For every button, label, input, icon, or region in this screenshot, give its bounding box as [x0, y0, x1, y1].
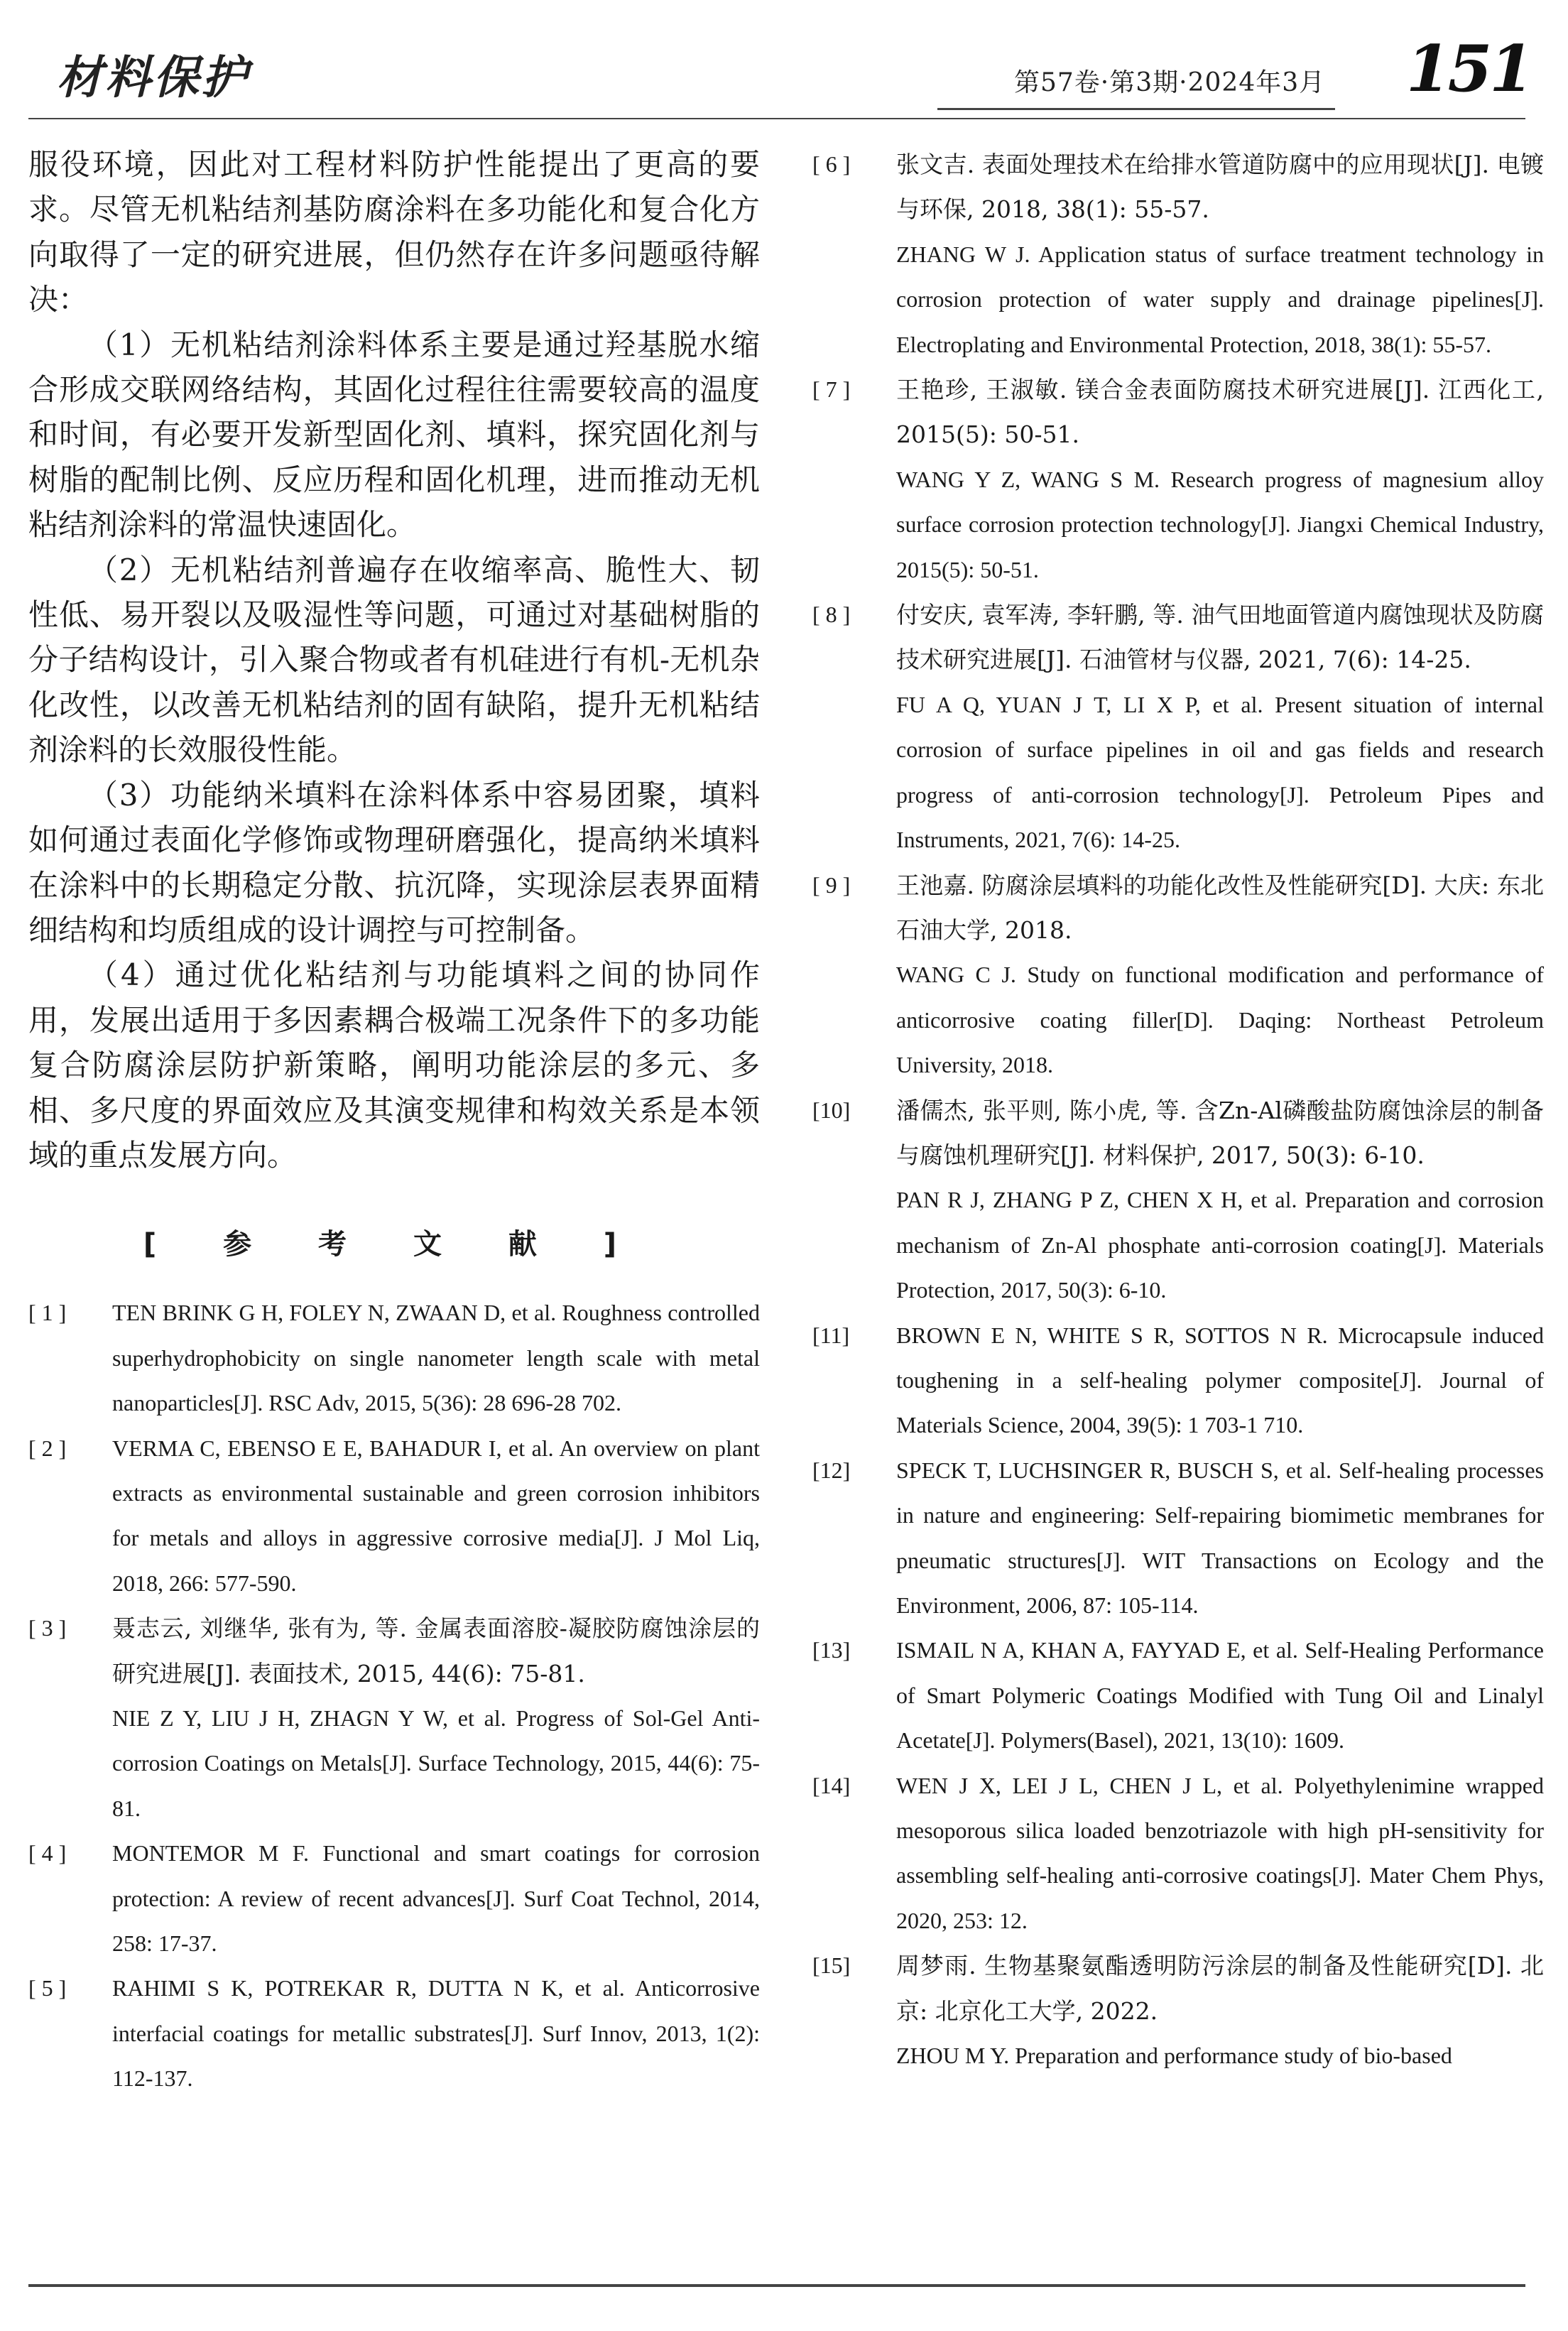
reference-number: [ 7 ] [812, 376, 851, 403]
reference-english: ZHOU M Y. Preparation and performance study of bio-based [896, 2043, 1452, 2069]
reference-number: [ 6 ] [812, 151, 851, 177]
reference-text [896, 1943, 1544, 2078]
reference-number: [10] [812, 1097, 851, 1123]
reference-text [896, 1313, 1544, 1448]
reference-text [112, 1291, 760, 1425]
reference-chinese: 周梦雨. 生物基聚氨酯透明防污涂层的制备及性能研究[D]. 北京: 北京化工大学, 2022. [896, 1952, 1544, 2025]
reference-english: TEN BRINK G H, FOLEY N, ZWAAN D, et al. Roughness controlled superhydrophobicity on single nanometer length scale with metal nanoparticles[J]. RSC Adv, 2015, 5(36): 28 696-28 702. [112, 1300, 760, 1416]
reference-english: RAHIMI S K, POTREKAR R, DUTTA N K, et al. Anticorrosive interfacial coatings for metallic substrates[J]. Surf Innov, 2013, 1(2): 112-137. [112, 1975, 760, 2092]
reference-item [812, 592, 1544, 862]
footer-rule [28, 2284, 1525, 2287]
journal-logo: 材料保护 [57, 51, 250, 104]
page-number: 151 [1406, 31, 1531, 107]
reference-chinese: 付安庆, 袁军涛, 李轩鹏, 等. 油气田地面管道内腐蚀现状及防腐技术研究进展[J]. 石油管材与仪器, 2021, 7(6): 14-25. [896, 601, 1544, 674]
reference-text [896, 142, 1544, 367]
reference-item [812, 1448, 1544, 1629]
reference-item [812, 1628, 1544, 1763]
reference-english: NIE Z Y, LIU J H, ZHAGN Y W, et al. Progress of Sol-Gel Anti-corrosion Coatings on Metals[J]. Surface Technology, 2015, 44(6): 75-81. [112, 1705, 760, 1821]
reference-text [112, 1606, 760, 1831]
references-heading: [ 参 考 文 献 ] [143, 1228, 646, 1261]
reference-chinese: 潘儒杰, 张平则, 陈小虎, 等. 含Zn-Al磷酸盐防腐蚀涂层的制备与腐蚀机理研究[J]. 材料保护, 2017, 50(3): 6-10. [896, 1096, 1544, 1169]
references-list-left [28, 1291, 760, 2101]
reference-item [812, 1313, 1544, 1448]
reference-text [112, 1426, 760, 1607]
reference-text [896, 367, 1544, 592]
reference-item [28, 1291, 760, 1425]
reference-number: [ 2 ] [28, 1435, 67, 1461]
reference-text [896, 863, 1544, 1088]
reference-text [896, 592, 1544, 862]
reference-item [812, 1764, 1544, 1944]
reference-chinese: 张文吉. 表面处理技术在给排水管道防腐中的应用现状[J]. 电镀与环保, 2018, 38(1): 55-57. [896, 151, 1544, 224]
reference-number: [ 3 ] [28, 1615, 67, 1641]
reference-text [896, 1088, 1544, 1313]
reference-chinese: 王池嘉. 防腐涂层填料的功能化改性及性能研究[D]. 大庆: 东北石油大学, 2018. [896, 871, 1544, 944]
body-paragraph: （1）无机粘结剂涂料体系主要是通过羟基脱水缩合形成交联网络结构，其固化过程往往需要较高的温度和时间，有必要开发新型固化剂、填料，探究固化剂与树脂的配制比例、反应历程和固化机理，进而推动无机粘结剂涂料的常温快速固化。 [28, 327, 760, 543]
body-paragraph: 服役环境，因此对工程材料防护性能提出了更高的要求。尽管无机粘结剂基防腐涂料在多功能化和复合化方向取得了一定的研究进展，但仍然存在许多问题亟待解决： [28, 147, 760, 317]
page-header [28, 28, 1531, 114]
reference-text [896, 1628, 1544, 1763]
body-paragraph: （4）通过优化粘结剂与功能填料之间的协同作用，发展出适用于多因素耦合极端工况条件下的多功能复合防腐涂层防护新策略，阐明功能涂层的多元、多相、多尺度的界面效应及其演变规律和构效关系是本领域的重点发展方向。 [28, 957, 760, 1173]
body-paragraph: （3）功能纳米填料在涂料体系中容易团聚，填料如何通过表面化学修饰或物理研磨强化，提高纳米填料在涂料中的长期稳定分散、抗沉降，实现涂层表界面精细结构和均质组成的设计调控与可控制备。 [28, 777, 760, 947]
reference-english: ZHANG W J. Application status of surface treatment technology in corrosion protection of water supply and drainage pipelines[J]. Electroplating and Environmental Protection, 2018, 38(1): 55-57. [896, 241, 1544, 357]
reference-number: [ 5 ] [28, 1975, 67, 2001]
reference-number: [ 9 ] [812, 871, 851, 898]
right-column [812, 142, 1544, 2078]
reference-english: SPECK T, LUCHSINGER R, BUSCH S, et al. Self-healing processes in nature and engineering: Self-repairing biomimetic membranes for pneumatic structures[J]. WIT Transactions on Ecology and the Environment, 2006, 87: 105-114. [896, 1457, 1544, 1618]
reference-chinese: 聂志云, 刘继华, 张有为, 等. 金属表面溶胶-凝胶防腐蚀涂层的研究进展[J]. 表面技术, 2015, 44(6): 75-81. [112, 1614, 760, 1688]
reference-item [28, 1831, 760, 1966]
header-rule-accent [937, 108, 1335, 110]
reference-number: [ 1 ] [28, 1300, 67, 1326]
reference-item [812, 367, 1544, 592]
reference-item [28, 1426, 760, 1607]
reference-english: BROWN E N, WHITE S R, SOTTOS N R. Microcapsule induced toughening in a self-healing polymer composite[J]. Journal of Materials Science, 2004, 39(5): 1 703-1 710. [896, 1322, 1544, 1438]
reference-item [812, 863, 1544, 1088]
reference-english: VERMA C, EBENSO E E, BAHADUR I, et al. An overview on plant extracts as environmental sustainable and green corrosion inhibitors for metals and alloys in aggressive corrosive media[J]. J Mol Liq, 2018, 266: 577-590. [112, 1435, 760, 1596]
reference-english: FU A Q, YUAN J T, LI X P, et al. Present situation of internal corrosion of surface pipelines in oil and gas fields and research progress of anti-corrosion technology[J]. Petroleum Pipes and Instruments, 2021, 7(6): 14-25. [896, 691, 1544, 853]
references-list-right [812, 142, 1544, 2078]
reference-text [112, 1831, 760, 1966]
reference-english: WANG Y Z, WANG S M. Research progress of magnesium alloy surface corrosion protection technology[J]. Jiangxi Chemical Industry, 2015(5): 50-51. [896, 466, 1544, 582]
reference-english: ISMAIL N A, KHAN A, FAYYAD E, et al. Self-Healing Performance of Smart Polymeric Coatings Modified with Tung Oil and Linalyl Acetate[J]. Polymers(Basel), 2021, 13(10): 1609. [896, 1637, 1544, 1754]
reference-number: [ 8 ] [812, 602, 851, 628]
reference-english: PAN R J, ZHANG P Z, CHEN X H, et al. Preparation and corrosion mechanism of Zn-Al phosphate anti-corrosion coating[J]. Materials Protection, 2017, 50(3): 6-10. [896, 1187, 1544, 1303]
reference-number: [12] [812, 1457, 851, 1483]
reference-item [812, 1088, 1544, 1313]
reference-item [812, 142, 1544, 367]
reference-item [28, 1606, 760, 1831]
left-column [28, 142, 760, 2102]
reference-english: MONTEMOR M F. Functional and smart coatings for corrosion protection: A review of recent advances[J]. Surf Coat Technol, 2014, 258: 17-37. [112, 1840, 760, 1957]
issue-info: 第57卷·第3期·2024年3月 [1014, 68, 1326, 97]
reference-number: [15] [812, 1952, 851, 1979]
reference-number: [ 4 ] [28, 1840, 67, 1867]
reference-number: [14] [812, 1772, 851, 1798]
reference-text [896, 1448, 1544, 1629]
reference-chinese: 王艳珍, 王淑敏. 镁合金表面防腐技术研究进展[J]. 江西化工, 2015(5): 50-51. [896, 376, 1544, 449]
reference-text [896, 1764, 1544, 1944]
body-paragraph: （2）无机粘结剂普遍存在收缩率高、脆性大、韧性低、易开裂以及吸湿性等问题，可通过对基础树脂的分子结构设计，引入聚合物或者有机硅进行有机-无机杂化改性，以改善无机粘结剂的固有缺陷，提升无机粘结剂涂料的长效服役性能。 [28, 552, 760, 768]
reference-item [812, 1943, 1544, 2078]
reference-text [112, 1966, 760, 2101]
header-rule [28, 118, 1525, 119]
reference-english: WANG C J. Study on functional modification and performance of anticorrosive coating filler[D]. Daqing: Northeast Petroleum University, 2018. [896, 962, 1544, 1078]
reference-number: [11] [812, 1322, 850, 1348]
reference-number: [13] [812, 1637, 851, 1663]
reference-english: WEN J X, LEI J L, CHEN J L, et al. Polyethylenimine wrapped mesoporous silica loaded benzotriazole with high pH-sensitivity for assembling self-healing anti-corrosive coatings[J]. Mater Chem Phys, 2020, 253: 12. [896, 1772, 1544, 1933]
reference-item [28, 1966, 760, 2101]
